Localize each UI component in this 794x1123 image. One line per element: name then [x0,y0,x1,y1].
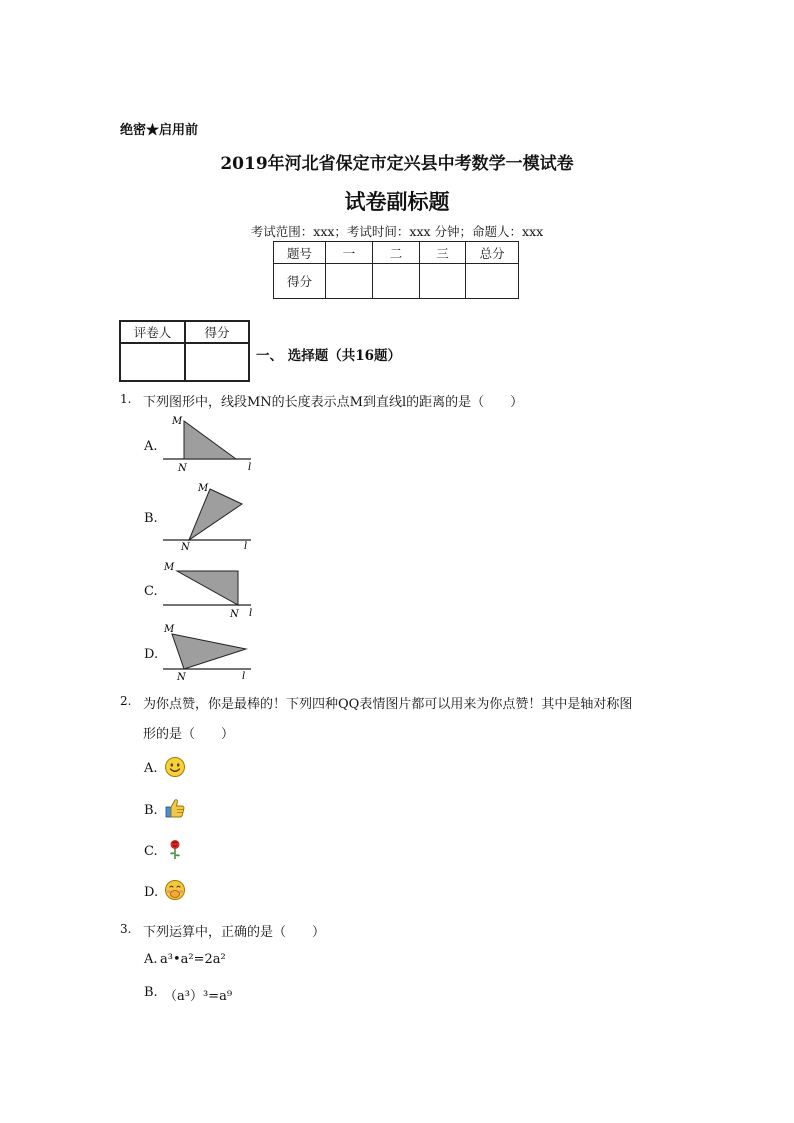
line-l-label: l [248,462,252,473]
question-text: 下列运算中，正确的是（ ） [143,925,326,940]
exam-subtitle: 试卷副标题 [344,189,450,214]
point-m-label: M [198,483,209,494]
option-label: A. [144,952,158,967]
question-number: 2. [120,694,132,708]
score-cell: 二 [373,242,420,264]
score-cell: 一 [326,242,373,264]
option-label: A. [144,439,158,454]
score-table [273,241,519,299]
question-number: 3. [120,922,132,936]
figure-option-a [160,412,270,474]
score-cell: 得分 [274,264,326,299]
option-expression: （a³）³=a⁹ [164,989,233,1004]
exam-info: 考试范围：xxx；考试时间：xxx 分钟；命题人：xxx [250,224,544,239]
question-text: 下列图形中，线段MN的长度表示点M到直线l的距离的是（ ） [143,395,524,410]
score-input-cell [420,264,466,299]
line-l-label: l [242,671,246,682]
grader-cell [120,343,185,381]
grader-table [119,320,250,382]
point-m-label: M [164,624,175,635]
thumbs-up-icon [164,797,186,819]
exam-title: 2019年河北省保定市定兴县中考数学一模试卷 [220,154,574,174]
point-m-label: M [172,416,183,427]
smiley-face-icon [164,756,186,778]
figure-option-d [160,620,270,685]
option-label: B. [144,985,158,1000]
figure-option-c [160,558,270,623]
score-cell: 总分 [466,242,519,264]
score-input-cell [466,264,519,299]
option-label: A. [144,761,158,776]
score-cell: 题号 [274,242,326,264]
point-n-label: N [178,463,187,474]
option-label: D. [144,885,159,900]
covering-face-icon [164,879,186,901]
line-l-label: l [249,608,253,619]
option-label: B. [144,511,158,526]
grader-header: 得分 [185,321,249,343]
score-cell: 三 [420,242,466,264]
confidential-mark: 绝密★启用前 [120,123,199,138]
option-label: D. [144,647,159,662]
option-expression: a³•a²=2a² [160,952,226,967]
score-table-score-row [274,264,519,299]
line-l-label: l [244,541,248,552]
option-label: C. [144,584,158,599]
score-input-cell [326,264,373,299]
option-label: B. [144,803,158,818]
grader-header: 评卷人 [120,321,185,343]
point-n-label: N [181,542,190,553]
question-text: 为你点赞，你是最棒的！下列四种QQ表情图片都可以用来为你点赞！其中是轴对称图 [143,697,633,712]
score-input-cell [373,264,420,299]
score-table-header-row [274,242,519,264]
point-n-label: N [230,609,239,620]
option-label: C. [144,844,158,859]
question-text-continued: 形的是（ ） [143,727,235,742]
point-m-label: M [164,562,175,573]
grader-cell [185,343,249,381]
figure-option-b [160,480,270,555]
point-n-label: N [177,672,186,683]
rose-icon [164,838,186,860]
question-number: 1. [120,392,132,406]
section-title: 一、 选择题（共16题） [256,348,401,364]
